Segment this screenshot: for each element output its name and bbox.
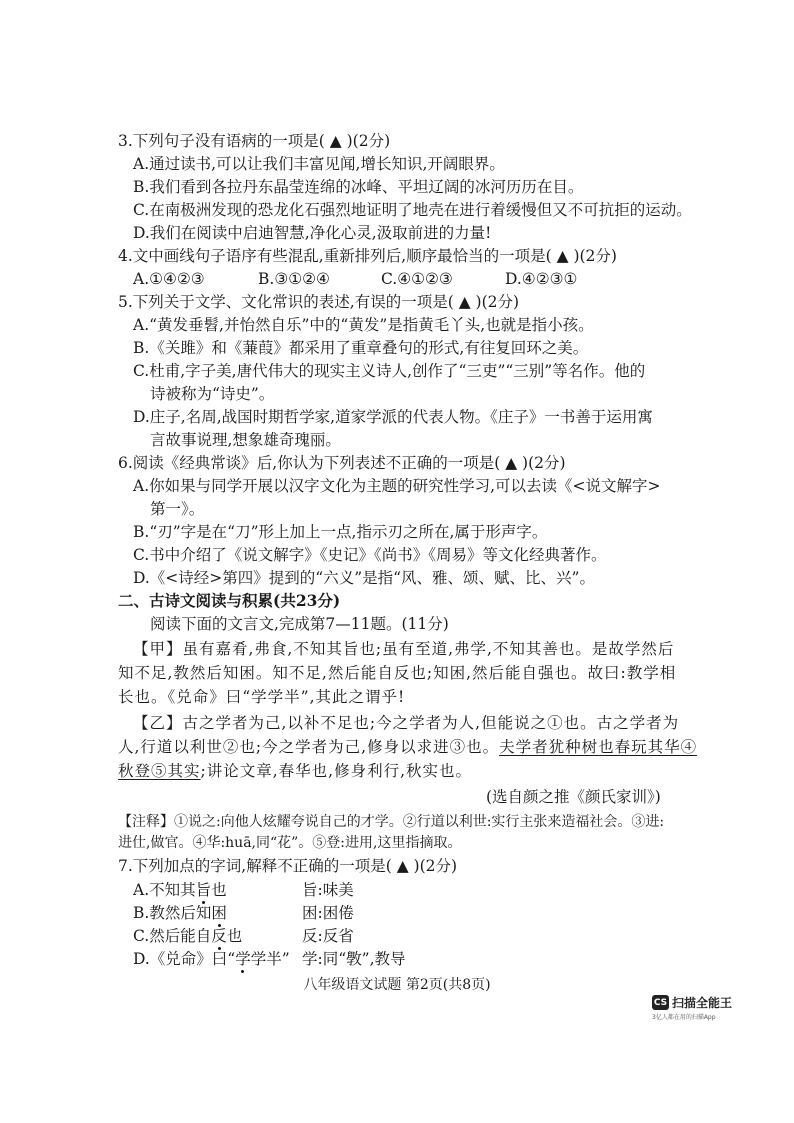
q7-c-text: C.然后能自 [133,927,212,945]
q6-option-b: B.“刃”字是在“刀”形上加上一点,指示刃之所在,属于形声字。 [133,523,548,541]
camscanner-logo-icon: CS [652,995,669,1010]
passage-jia-line1: 【甲】虽有嘉肴,弗食,不知其旨也;虽有至道,弗学,不知其善也。是故学然后 [133,640,675,658]
q7-c-dotted-char: 反 [211,927,227,945]
passage-yi-line2-text: 人,行道以利世②也;今之学者为己,修身以求进③也。 [118,738,500,756]
q7-d-dotted-char: 学 [235,950,251,968]
q4-stem: 4.文中画线句子语序有些混乱,重新排列后,顺序最恰当的一项是( ▲ )(2分) [118,247,617,265]
q7-option-c-gloss: 反:反省 [302,927,354,945]
underlined-sentence-part1: 夫学者犹种树也春玩其华④ [499,738,698,756]
q7-b-dotted-char: 困 [211,904,227,922]
q6-option-a-line2: 第一》。 [150,500,205,518]
q7-a-text-end: 也 [211,881,227,899]
q4-option-b: B.③①②④ [258,270,330,288]
q7-option-b [133,902,227,924]
q3-option-c: C.在南极洲发现的恐龙化石强烈地证明了地壳在进行着缓慢但又不可抗拒的运动。 [133,201,692,219]
q7-a-text: A.不知其 [133,881,196,899]
q5-option-b: B.《关雎》和《蒹葭》都采用了重章叠句的形式,有往复回环之美。 [133,339,589,357]
q6-stem: 6.阅读《经典常谈》后,你认为下列表述不正确的一项是( ▲ )(2分) [118,454,566,472]
scanner-brand-name: 扫描全能王 [672,996,733,1010]
q7-option-d-gloss: 学:同“斆”,教导 [302,950,406,968]
section-heading: 二、古诗文阅读与积累(共23分) [118,591,341,610]
q3-option-d: D.我们在阅读中启迪智慧,净化心灵,汲取前进的力量! [133,224,492,242]
passage-source: (选自颜之推《颜氏家训》) [486,788,661,806]
page-footer: 八年级语文试题 第2页(共8页) [303,977,491,993]
q7-stem: 7.下列加点的字词,解释不正确的一项是( ▲ )(2分) [118,857,458,875]
q7-d-text-end: 学半” [250,950,290,968]
q3-option-a: A.通过读书,可以让我们丰富见闻,增长知识,开阔眼界。 [133,155,505,173]
annotation-line2: 进仕,做官。④华:huā,同“花”。⑤登:进用,这里指摘取。 [118,835,462,851]
q6-option-a-line1: A.你如果与同学开展以汉字文化为主题的研究性学习,可以去读《<说文解字> [133,477,661,495]
q5-option-a: A.“黄发垂髫,并怡然自乐”中的“黄发”是指黄毛丫头,也就是指小孩。 [133,316,594,334]
q6-option-d: D.《<诗经>第四》提到的“六义”是指“风、雅、颂、赋、比、兴”。 [133,569,595,587]
passage-yi-line3-text: ;讲论文章,春华也,修身利行,秋实也。 [200,762,473,780]
q3-option-b: B.我们看到各拉丹东晶莹连绵的冰峰、平坦辽阔的冰河历历在目。 [133,178,584,196]
q7-c-text-end: 也 [226,927,243,945]
q3-stem: 3.下列句子没有语病的一项是( ▲ )(2分) [118,132,391,150]
q7-a-dotted-char: 旨 [195,881,212,899]
section-intro: 阅读下面的文言文,完成第7—11题。(11分) [150,615,449,633]
passage-yi-line3 [118,760,472,782]
scanner-watermark [652,994,732,1011]
q7-option-b-gloss: 困:困倦 [302,904,354,922]
q7-d-text: D.《兑命》曰“ [133,950,236,968]
q5-option-c-line1: C.杜甫,字子美,唐代伟大的现实主义诗人,创作了“三吏”“三别”等名作。他的 [133,362,646,380]
q7-option-a [133,879,227,901]
q7-option-a-gloss: 旨:味美 [302,881,354,899]
q5-option-d-line1: D.庄子,名周,战国时期哲学家,道家学派的代表人物。《庄子》一书善于运用寓 [133,408,653,426]
passage-yi-line1: 【乙】古之学者为己,以补不足也;今之学者为人,但能说之①也。古之学者为 [133,714,680,732]
passage-jia-line2: 知不足,教然后知困。知不足,然后能自反也;知困,然后能自强也。故曰:教学相 [118,664,677,682]
q5-option-d-line2: 言故事说理,想象雄奇瑰丽。 [150,431,341,449]
q4-option-a: A.①④②③ [133,270,205,288]
q7-option-c [133,925,242,947]
q5-stem: 5.下列关于文学、文化常识的表述,有误的一项是( ▲ )(2分) [118,293,520,311]
passage-yi-line2 [118,736,697,758]
q7-option-d [133,948,290,970]
q4-option-d: D.④②③① [505,270,578,288]
underlined-sentence-part2: 秋登⑤其实 [118,762,201,780]
scanner-tagline: 3亿人都在用的扫描App [652,1014,716,1021]
q7-b-text: B.教然后知 [133,904,212,922]
q4-option-c: C.④①②③ [381,270,453,288]
q5-option-c-line2: 诗被称为“诗史”。 [150,385,275,403]
annotation-line1: 【注释】①说之:向他人炫耀夸说自己的才学。②行道以利世:实行主张来造福社会。③进: [118,814,665,830]
passage-jia-line3: 长也。《兑命》曰“学学半”,其此之谓乎! [118,688,406,706]
q6-option-c: C.书中介绍了《说文解字》《史记》《尚书》《周易》等文化经典著作。 [133,546,607,564]
